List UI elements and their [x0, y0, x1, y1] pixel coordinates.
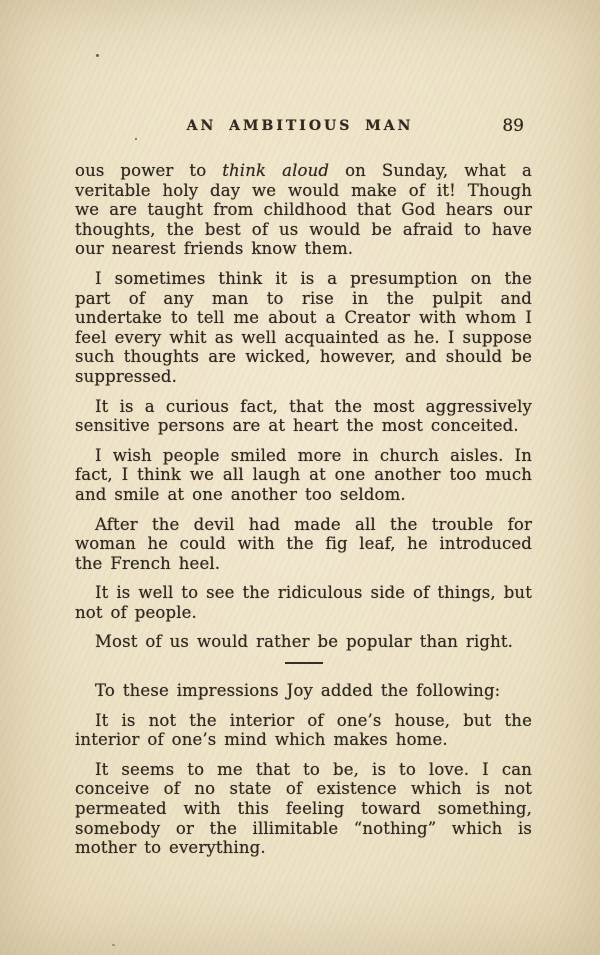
paragraph: [75, 397, 532, 436]
paragraph-text: Most of us would rather be popular than right.: [95, 632, 514, 652]
paragraph: [75, 760, 532, 858]
paragraph-text: After the devil had made all the trouble for woman he could with the fig leaf, he introduced the French heel.: [75, 514, 532, 573]
page-number: 89: [502, 116, 524, 136]
paragraph: [75, 446, 532, 505]
paragraph: [75, 161, 532, 259]
paragraph: [75, 269, 532, 387]
paragraph-text: I wish people smiled more in church aisles. In fact, I think we all laugh at one another too much and smile at one another too seldom.: [75, 445, 532, 504]
running-title: AN AMBITIOUS MAN: [186, 118, 414, 134]
paper-speck: [112, 944, 115, 946]
paragraph: [75, 515, 532, 574]
section-divider-rule: [285, 662, 323, 664]
paragraph-text: ous power to: [75, 161, 223, 180]
paper-speck: [96, 54, 99, 57]
paragraph-text: It is well to see the ridiculous side of things, but not of people.: [75, 583, 532, 622]
paragraph: [75, 711, 532, 750]
paper-speck: [135, 138, 137, 140]
paragraph-text: It seems to me that to be, is to love. I can conceive of no state of existence which is not permeated with this feeling toward something, somebody or the illimitable “nothing” which is mother to everything.: [75, 759, 532, 858]
paragraph-text: To these impressions Joy added the following:: [95, 681, 501, 701]
paragraph: [75, 681, 532, 701]
paragraph: [75, 632, 532, 652]
emphasis-phrase: think aloud: [222, 161, 330, 180]
paragraph-text: I sometimes think it is a presumption on the part of any man to rise in the pulpit and undertake to tell me about a Creator with whom I feel every whit as well acquainted as he. I suppose such thoughts are wicked, however, and should be suppressed.: [75, 268, 532, 386]
paragraph-text: It is a curious fact, that the most aggressively sensitive persons are at heart the most conceited.: [75, 396, 532, 436]
paragraph-text: on Sunday, what a veritable holy day we would make of it! Though we are taught from childhood that God hears our thoughts, the best of us would be afraid to have our nearest friends know them.: [75, 161, 532, 259]
page-body: [75, 161, 532, 868]
paragraph: [75, 583, 532, 622]
paragraph-text: It is not the interior of one’s house, but the interior of one’s mind which makes home.: [75, 710, 532, 750]
running-head: [0, 118, 600, 138]
